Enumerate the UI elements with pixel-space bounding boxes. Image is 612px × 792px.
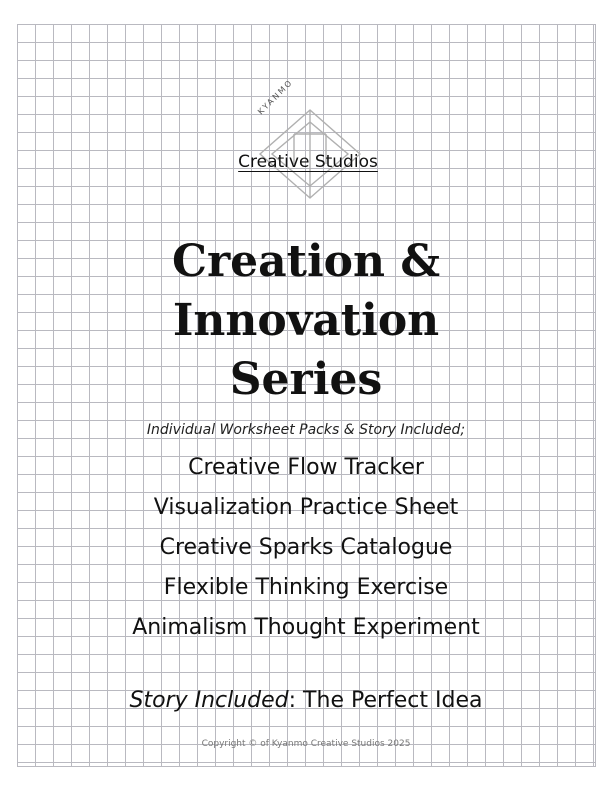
page-title [0,232,612,409]
subtitle: Individual Worksheet Packs & Story Included; [146,422,466,438]
story-line [0,688,612,713]
logo-studio-name: Creative Studios [238,152,378,172]
title-line-1: Creation & [171,236,441,287]
title-line-2: Innovation [172,295,440,346]
copyright-notice: Copyright © of Kyanmo Creative Studios 2025 [201,739,411,749]
story-title: The Perfect Idea [296,688,483,713]
logo-brand-text: KYANMO [256,77,295,117]
worksheet-item: Visualization Practice Sheet [153,495,459,520]
story-separator: : [288,688,297,713]
story-label: Story Included [129,688,289,713]
logo [228,77,388,204]
worksheet-item: Creative Flow Tracker [188,455,424,480]
title-line-3: Series [229,354,383,405]
worksheet-item: Animalism Thought Experiment [132,615,480,640]
worksheet-item: Creative Sparks Catalogue [159,535,453,560]
worksheet-list [0,448,612,648]
worksheet-item: Flexible Thinking Exercise [163,575,449,600]
